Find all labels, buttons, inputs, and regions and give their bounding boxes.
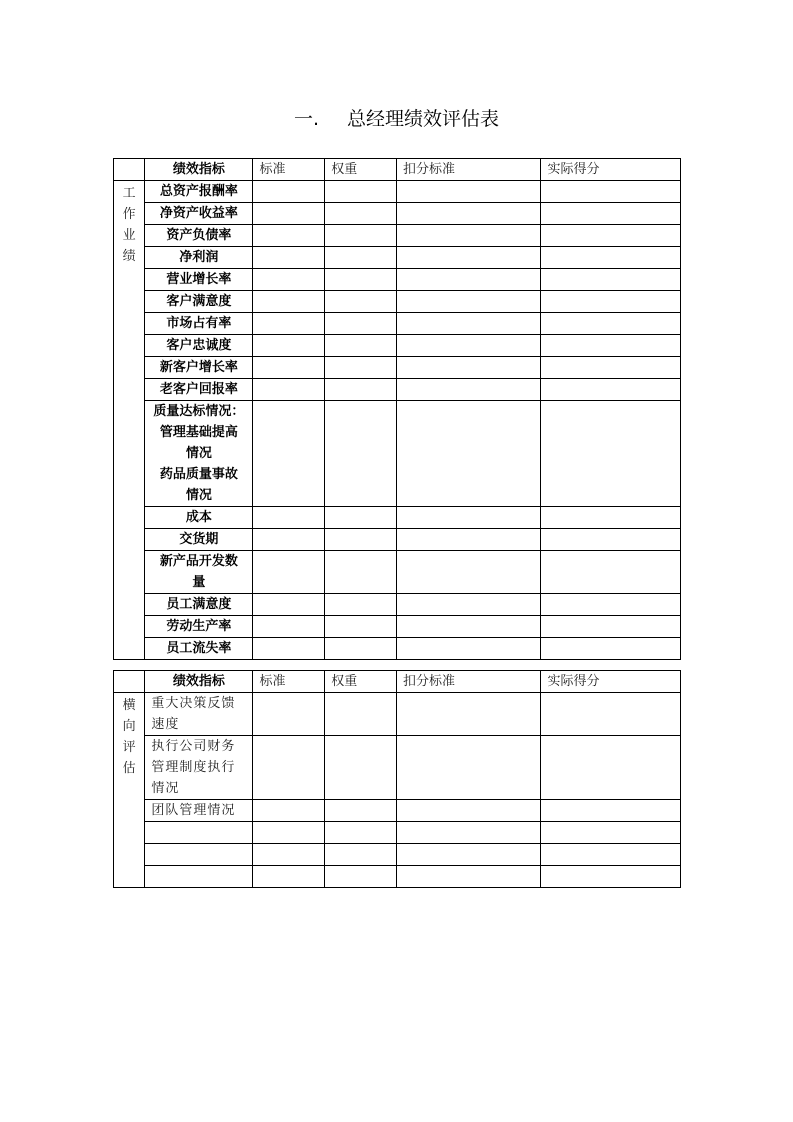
standard-cell[interactable]: [253, 866, 325, 888]
table-row: [114, 616, 681, 638]
actual-score-cell[interactable]: [541, 736, 681, 800]
weight-cell[interactable]: [325, 203, 397, 225]
title-text: 总经理绩效评估表: [347, 108, 500, 130]
deduction-cell[interactable]: [396, 616, 541, 638]
deduction-cell[interactable]: [396, 401, 541, 507]
page-title: [0, 104, 793, 131]
standard-cell[interactable]: [253, 401, 325, 507]
indicator-cell: 资产负债率: [145, 225, 253, 247]
side-char: 向: [122, 719, 136, 734]
actual-score-cell[interactable]: [541, 313, 681, 335]
weight-cell[interactable]: [325, 225, 397, 247]
actual-score-cell[interactable]: [541, 844, 681, 866]
standard-cell[interactable]: [253, 551, 325, 594]
weight-cell[interactable]: [325, 800, 397, 822]
table-row: [114, 313, 681, 335]
standard-cell[interactable]: [253, 844, 325, 866]
performance-table: [113, 158, 681, 660]
standard-cell[interactable]: [253, 269, 325, 291]
standard-cell[interactable]: [253, 291, 325, 313]
actual-score-cell[interactable]: [541, 291, 681, 313]
indicator-line: 质量达标情况：: [153, 404, 245, 419]
weight-cell[interactable]: [325, 866, 397, 888]
indicator-line: 执行公司财务: [151, 739, 236, 754]
header-blank-cell: [114, 159, 145, 181]
deduction-cell[interactable]: [396, 736, 541, 800]
weight-cell[interactable]: [325, 638, 397, 660]
deduction-cell[interactable]: [396, 638, 541, 660]
standard-cell[interactable]: [253, 638, 325, 660]
table-header-row: [114, 671, 681, 693]
weight-cell[interactable]: [325, 822, 397, 844]
header-weight: 权重: [325, 671, 397, 693]
weight-cell[interactable]: [325, 357, 397, 379]
actual-score-cell[interactable]: [541, 693, 681, 736]
indicator-cell: 总资产报酬率: [145, 181, 253, 203]
table-row: [114, 529, 681, 551]
deduction-cell[interactable]: [396, 203, 541, 225]
weight-cell[interactable]: [325, 335, 397, 357]
table-row: [114, 736, 681, 800]
weight-cell[interactable]: [325, 269, 397, 291]
standard-cell[interactable]: [253, 313, 325, 335]
standard-cell[interactable]: [253, 507, 325, 529]
deduction-cell[interactable]: [396, 529, 541, 551]
indicator-cell: [145, 401, 253, 507]
table-row: [114, 181, 681, 203]
deduction-cell[interactable]: [396, 800, 541, 822]
header-indicator: 绩效指标: [145, 159, 253, 181]
table-row: [114, 357, 681, 379]
header-indicator: 绩效指标: [145, 671, 253, 693]
indicator-cell: 客户忠诚度: [145, 335, 253, 357]
indicator-line: 情况: [185, 446, 212, 461]
indicator-cell[interactable]: [145, 822, 253, 844]
standard-cell[interactable]: [253, 822, 325, 844]
actual-score-cell[interactable]: [541, 247, 681, 269]
indicator-cell: 成本: [145, 507, 253, 529]
header-actual: 实际得分: [541, 671, 681, 693]
side-char: 工: [122, 186, 136, 201]
actual-score-cell[interactable]: [541, 638, 681, 660]
indicator-cell: 员工流失率: [145, 638, 253, 660]
deduction-cell[interactable]: [396, 335, 541, 357]
deduction-cell[interactable]: [396, 379, 541, 401]
deduction-cell[interactable]: [396, 225, 541, 247]
table-row: [114, 866, 681, 888]
table-row: [114, 269, 681, 291]
standard-cell[interactable]: [253, 529, 325, 551]
actual-score-cell[interactable]: [541, 866, 681, 888]
actual-score-cell[interactable]: [541, 594, 681, 616]
actual-score-cell[interactable]: [541, 800, 681, 822]
actual-score-cell[interactable]: [541, 357, 681, 379]
weight-cell[interactable]: [325, 736, 397, 800]
indicator-line: 管理制度执行: [151, 760, 236, 775]
indicator-cell: 客户满意度: [145, 291, 253, 313]
indicator-cell: 净资产收益率: [145, 203, 253, 225]
table-row: [114, 335, 681, 357]
standard-cell[interactable]: [253, 594, 325, 616]
title-number: 一.: [293, 108, 320, 130]
deduction-cell[interactable]: [396, 357, 541, 379]
actual-score-cell[interactable]: [541, 379, 681, 401]
indicator-cell[interactable]: [145, 866, 253, 888]
table-row: [114, 203, 681, 225]
table-row: [114, 225, 681, 247]
weight-cell[interactable]: [325, 507, 397, 529]
weight-cell[interactable]: [325, 551, 397, 594]
lateral-evaluation-table: [113, 670, 681, 888]
table-row: [114, 551, 681, 594]
deduction-cell[interactable]: [396, 551, 541, 594]
side-char: 评: [122, 740, 136, 755]
deduction-cell[interactable]: [396, 181, 541, 203]
weight-cell[interactable]: [325, 379, 397, 401]
weight-cell[interactable]: [325, 693, 397, 736]
weight-cell[interactable]: [325, 594, 397, 616]
weight-cell[interactable]: [325, 844, 397, 866]
deduction-cell[interactable]: [396, 693, 541, 736]
header-weight: 权重: [325, 159, 397, 181]
header-deduction: 扣分标准: [396, 159, 541, 181]
actual-score-cell[interactable]: [541, 616, 681, 638]
actual-score-cell[interactable]: [541, 507, 681, 529]
actual-score-cell[interactable]: [541, 401, 681, 507]
table-row: [114, 507, 681, 529]
standard-cell[interactable]: [253, 379, 325, 401]
standard-cell[interactable]: [253, 247, 325, 269]
actual-score-cell[interactable]: [541, 551, 681, 594]
side-char: 绩: [122, 249, 136, 264]
indicator-line: 管理基础提高: [159, 425, 238, 440]
deduction-cell[interactable]: [396, 269, 541, 291]
actual-score-cell[interactable]: [541, 269, 681, 291]
indicator-cell: 交货期: [145, 529, 253, 551]
standard-cell[interactable]: [253, 357, 325, 379]
indicator-cell: [145, 551, 253, 594]
indicator-cell: 团队管理情况: [145, 800, 253, 822]
indicator-line: 情况: [151, 781, 180, 796]
actual-score-cell[interactable]: [541, 203, 681, 225]
side-char: 横: [122, 698, 136, 713]
deduction-cell[interactable]: [396, 507, 541, 529]
actual-score-cell[interactable]: [541, 225, 681, 247]
indicator-line: 重大决策反馈: [151, 696, 236, 711]
side-char: 估: [122, 761, 136, 776]
actual-score-cell[interactable]: [541, 822, 681, 844]
indicator-cell: [145, 736, 253, 800]
standard-cell[interactable]: [253, 616, 325, 638]
indicator-line: 药品质量事故: [159, 467, 238, 482]
indicator-cell: [145, 693, 253, 736]
table-row: [114, 800, 681, 822]
table-row: [114, 638, 681, 660]
deduction-cell[interactable]: [396, 594, 541, 616]
standard-cell[interactable]: [253, 693, 325, 736]
deduction-cell[interactable]: [396, 313, 541, 335]
weight-cell[interactable]: [325, 247, 397, 269]
deduction-cell[interactable]: [396, 247, 541, 269]
deduction-cell[interactable]: [396, 844, 541, 866]
indicator-line: 新产品开发数: [159, 554, 238, 569]
side-label-lateral-evaluation: [114, 693, 145, 888]
header-deduction: 扣分标准: [396, 671, 541, 693]
deduction-cell[interactable]: [396, 822, 541, 844]
weight-cell[interactable]: [325, 401, 397, 507]
table-row: [114, 247, 681, 269]
standard-cell[interactable]: [253, 225, 325, 247]
table-row: [114, 693, 681, 736]
standard-cell[interactable]: [253, 800, 325, 822]
weight-cell[interactable]: [325, 291, 397, 313]
table-row: [114, 401, 681, 507]
indicator-cell: 净利润: [145, 247, 253, 269]
table-row: [114, 844, 681, 866]
indicator-cell: 劳动生产率: [145, 616, 253, 638]
header-standard: 标准: [253, 159, 325, 181]
indicator-cell: 营业增长率: [145, 269, 253, 291]
table-header-row: [114, 159, 681, 181]
side-label-work-performance: [114, 181, 145, 660]
actual-score-cell[interactable]: [541, 529, 681, 551]
actual-score-cell[interactable]: [541, 335, 681, 357]
weight-cell[interactable]: [325, 181, 397, 203]
indicator-cell: 员工满意度: [145, 594, 253, 616]
weight-cell[interactable]: [325, 313, 397, 335]
indicator-cell: 老客户回报率: [145, 379, 253, 401]
weight-cell[interactable]: [325, 529, 397, 551]
indicator-cell: 新客户增长率: [145, 357, 253, 379]
standard-cell[interactable]: [253, 181, 325, 203]
indicator-cell: 市场占有率: [145, 313, 253, 335]
deduction-cell[interactable]: [396, 866, 541, 888]
indicator-line: 量: [192, 575, 206, 590]
indicator-line: 速度: [151, 717, 180, 732]
table-row: [114, 379, 681, 401]
standard-cell[interactable]: [253, 736, 325, 800]
side-char: 作: [122, 207, 136, 222]
weight-cell[interactable]: [325, 616, 397, 638]
standard-cell[interactable]: [253, 203, 325, 225]
indicator-line: 情况: [185, 488, 212, 503]
header-actual: 实际得分: [541, 159, 681, 181]
standard-cell[interactable]: [253, 335, 325, 357]
table-row: [114, 594, 681, 616]
indicator-cell[interactable]: [145, 844, 253, 866]
table-row: [114, 822, 681, 844]
side-char: 业: [122, 228, 136, 243]
deduction-cell[interactable]: [396, 291, 541, 313]
header-standard: 标准: [253, 671, 325, 693]
actual-score-cell[interactable]: [541, 181, 681, 203]
header-blank-cell: [114, 671, 145, 693]
table-row: [114, 291, 681, 313]
